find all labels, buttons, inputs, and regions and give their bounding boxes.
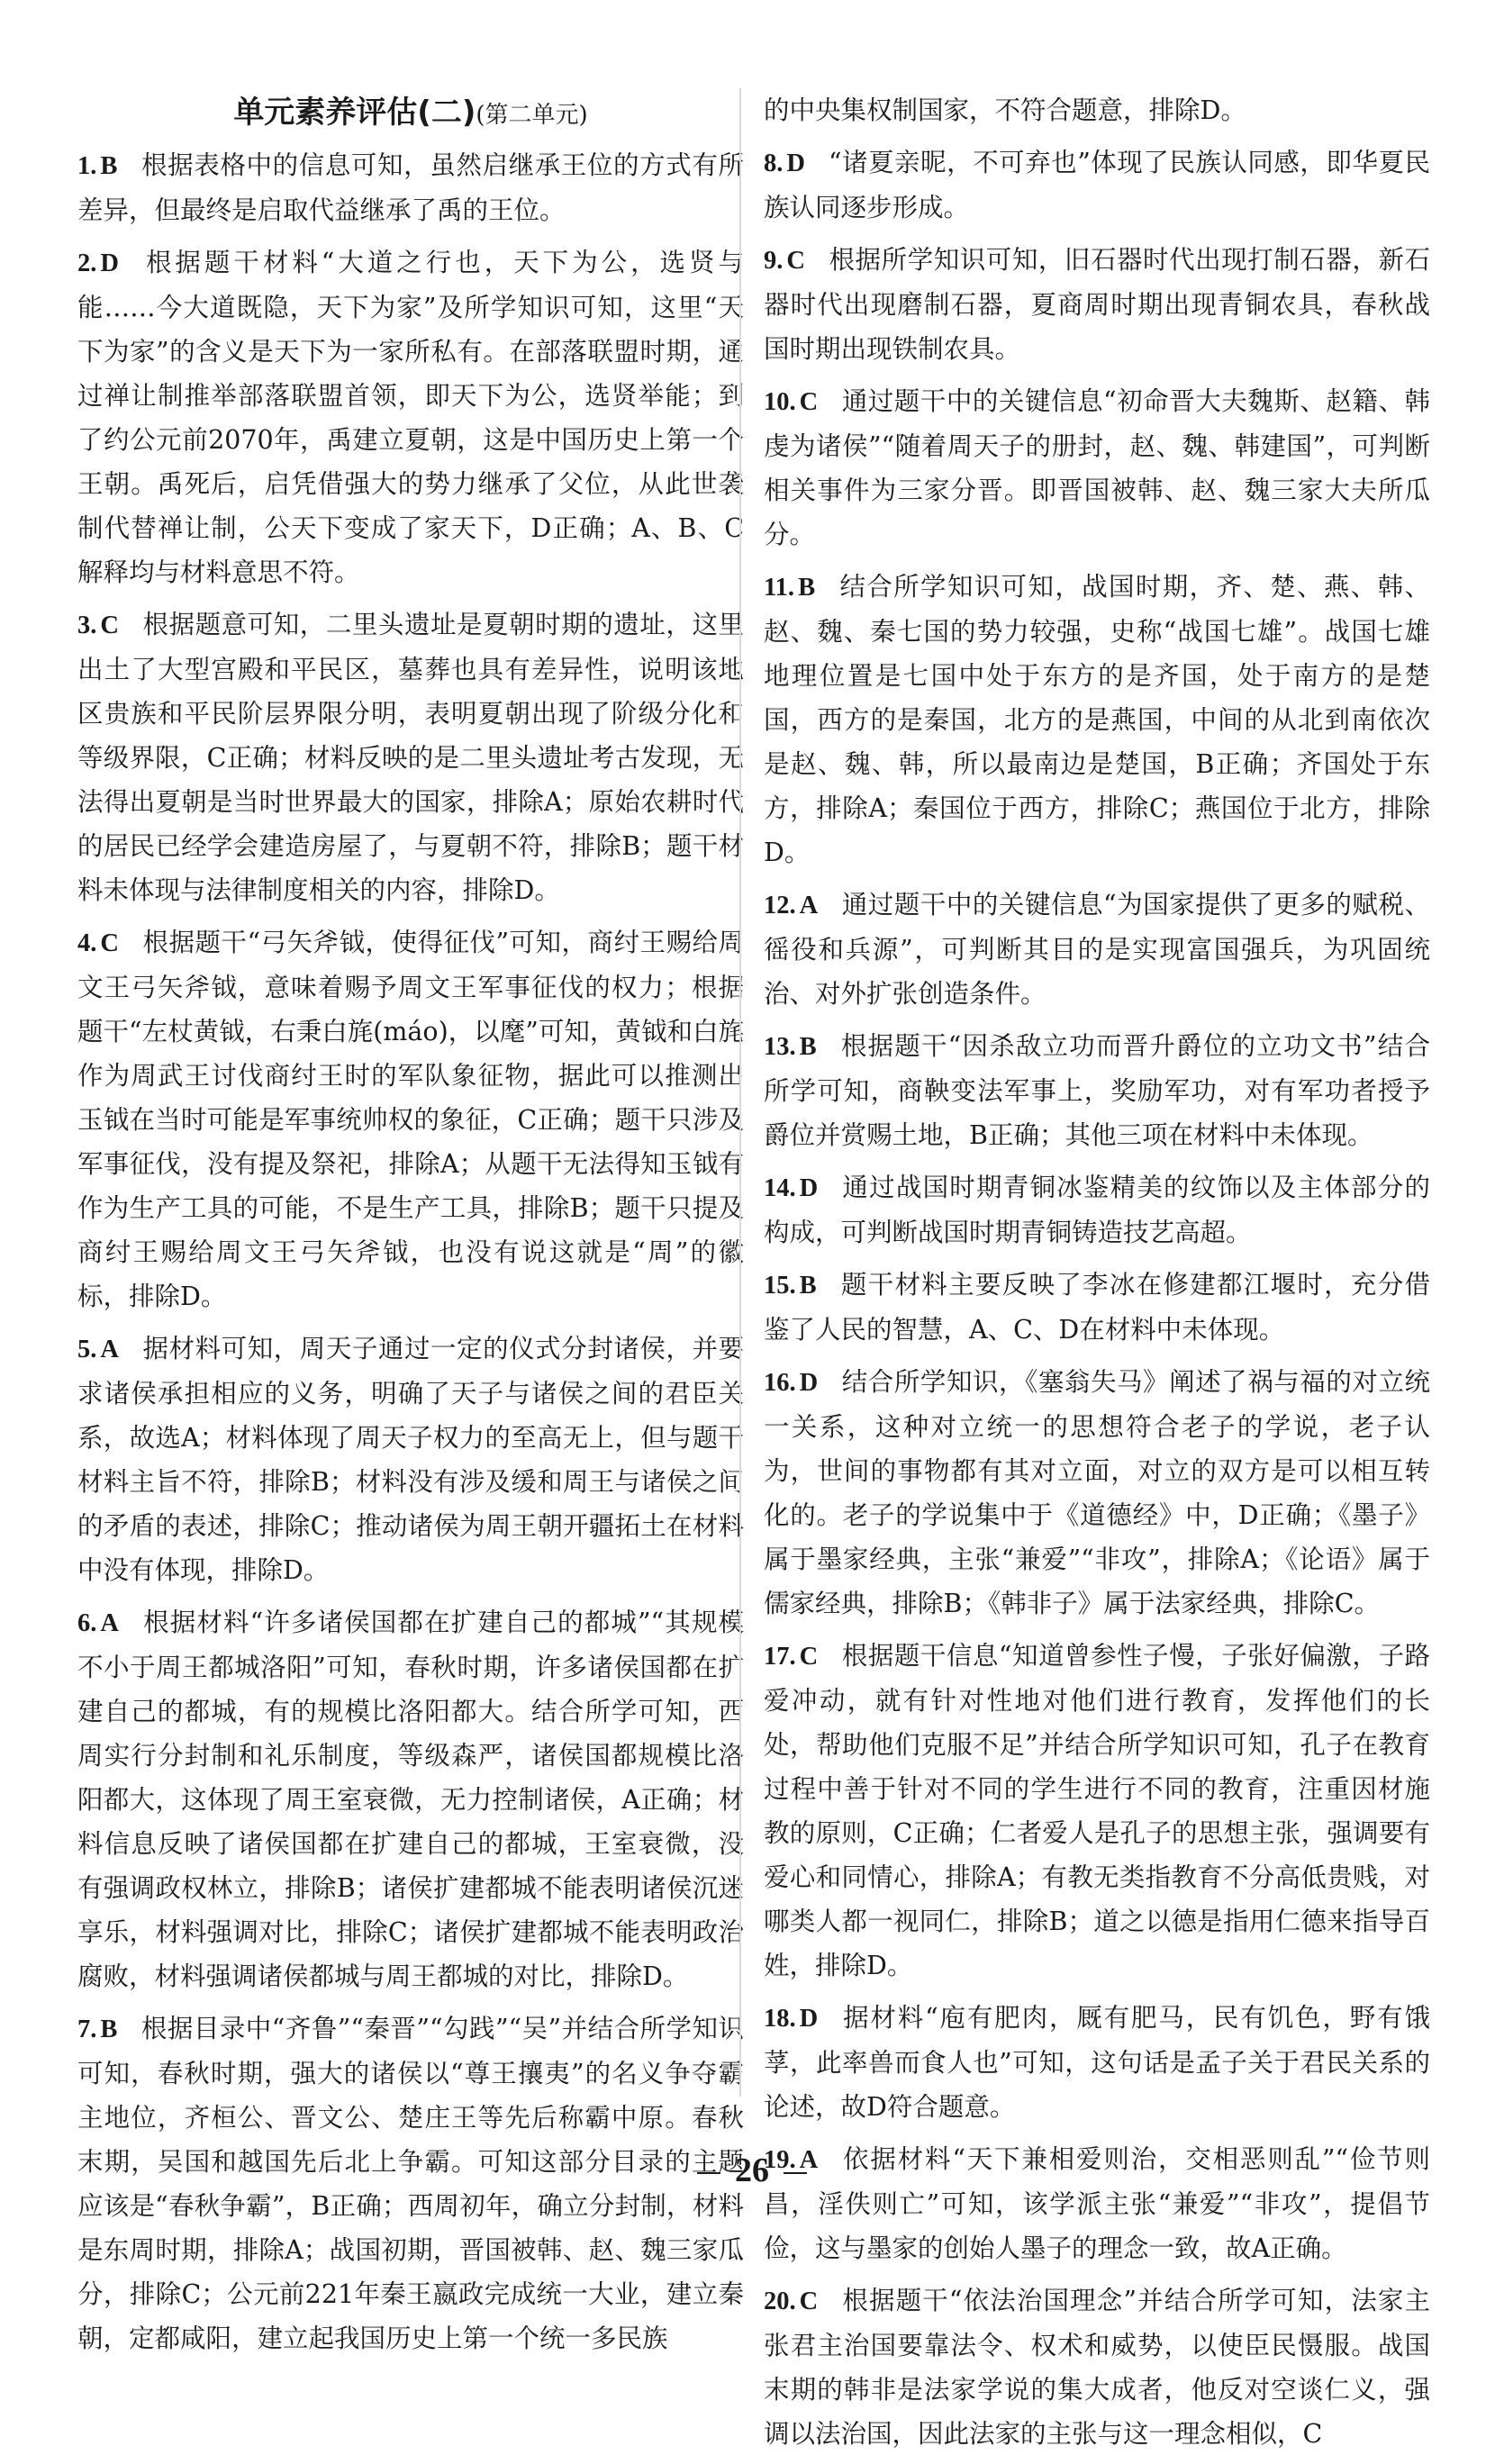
answer-item	[764, 1634, 1430, 1988]
answer-item	[764, 1165, 1430, 1255]
answer-letter: C	[799, 2287, 819, 2315]
answer-letter: C	[100, 929, 119, 957]
answer-letter: D	[786, 149, 805, 177]
answer-letter: A	[799, 892, 819, 919]
question-number: 18.	[764, 2005, 796, 2033]
explanation-text: 通过题干中的关键信息“为国家提供了更多的赋税、徭役和兵源”，可判断其目的是实现富国强兵，为巩固统治、对外扩张创造条件。	[764, 890, 1430, 1009]
answer-item	[77, 1327, 744, 1592]
answer-letter: B	[100, 152, 118, 180]
answer-item	[764, 1263, 1430, 1352]
answer-letter: B	[799, 1272, 817, 1300]
left-column	[77, 88, 744, 2369]
explanation-text: 根据所学知识可知，旧石器时代出现打制石器，新石器时代出现磨制石器，夏商周时期出现青铜农具，春秋战国时期出现铁制农具。	[764, 245, 1430, 364]
question-number: 13.	[764, 1033, 796, 1061]
answer-item	[764, 883, 1430, 1016]
page-number: 26	[735, 2151, 769, 2189]
question-number: 11.	[764, 574, 795, 602]
explanation-text: 根据题干信息“知道曾参性子慢，子张好偏激，子路爱冲动，就有针对性地对他们进行教育，发挥他们的长处，帮助他们克服不足”并结合所学知识可知，孔子在教育过程中善于针对不同的学生进行不同的教育，注重因材施教的原则，C正确；仁者爱人是孔子的思想主张，强调要有爱心和同情心，排除A；有教无类指教育不分高低贵贱，对哪类人都一视同仁，排除B；道之以德是指用仁德来指导百姓，排除D。	[764, 1641, 1430, 1980]
question-number: 17.	[764, 1643, 796, 1671]
answer-item	[764, 379, 1430, 557]
question-number: 6.	[77, 1609, 97, 1637]
explanation-text: 根据目录中“齐鲁”“秦晋”“勾践”“吴”并结合所学知识可知，春秋时期，强大的诸侯以“尊王攘夷”的名义争夺霸主地位，齐桓公、晋文公、楚庄王等先后称霸中原。春秋末期，吴国和越国先后北上争霸。可知这部分目录的主题应该是“春秋争霸”，B正确；西周初年，确立分封制，材料是东周时期，排除A；战国初期，晋国被韩、赵、魏三家瓜分，排除C；公元前221年秦王嬴政完成统一大业，建立秦朝，定都咸阳，建立起我国历史上第一个统一多民族	[77, 2014, 744, 2353]
answer-item	[764, 2278, 1430, 2456]
explanation-text: 据材料可知，周天子通过一定的仪式分封诸侯，并要求诸侯承担相应的义务，明确了天子与诸侯之间的君臣关系，故选A；材料体现了周天子权力的至高无上，但与题干材料主旨不符，排除B；材料没有涉及缓和周王与诸侯之间的矛盾的表述，排除C；推动诸侯为周王朝开疆拓土在材料中没有体现，排除D。	[77, 1334, 744, 1585]
explanation-text: 题干材料主要反映了李冰在修建都江堰时，充分借鉴了人民的智慧，A、C、D在材料中未体现。	[764, 1270, 1430, 1345]
question-number: 5.	[77, 1336, 97, 1363]
question-number: 10.	[764, 388, 796, 416]
answer-letter: A	[100, 1336, 119, 1363]
question-number: 8.	[764, 149, 784, 177]
question-number: 4.	[77, 929, 97, 957]
answer-letter: D	[100, 249, 119, 277]
explanation-text: 依据材料“天下兼相爱则治，交相恶则乱”“俭节则昌，淫佚则亡”可知，该学派主张“兼爱”“非攻”，提倡节俭，这与墨家的创始人墨子的理念一致，故A正确。	[764, 2144, 1430, 2263]
column-divider	[739, 88, 741, 2097]
question-number: 3.	[77, 611, 97, 639]
explanation-text: 根据题干“因杀敌立功而晋升爵位的立功文书”结合所学可知，商鞅变法军事上，奖励军功，对有军功者授予爵位并赏赐土地，B正确；其他三项在材料中未体现。	[764, 1031, 1430, 1150]
question-number: 9.	[764, 247, 784, 275]
answer-item	[764, 1996, 1430, 2129]
explanation-text: 据材料“庖有肥肉，厩有肥马，民有饥色，野有饿莩，此率兽而食人也”可知，这句话是孟子关于君民关系的论述，故D符合题意。	[764, 2003, 1430, 2122]
question-number: 2.	[77, 249, 97, 277]
answer-item	[764, 238, 1430, 371]
footer-dash-left	[697, 2172, 720, 2174]
answer-letter: B	[799, 1033, 817, 1061]
answer-letter: C	[786, 247, 805, 275]
explanation-text: 根据材料“许多诸侯国都在扩建自己的都城”“其规模不小于周王都城洛阳”可知，春秋时期，许多诸侯国都在扩建自己的都城，有的规模比洛阳都大。结合所学可知，西周实行分封制和礼乐制度，等级森严，诸侯国都规模比洛阳都大，这体现了周王室衰微，无力控制诸侯，A正确；材料信息反映了诸侯国都在扩建自己的都城，王室衰微，没有强调政权林立，排除B；诸侯扩建都城不能表明诸侯沉迷享乐，材料强调对比，排除C；诸侯扩建都城不能表明政治腐败，材料强调诸侯都城与周王都城的对比，排除D。	[77, 1608, 744, 1991]
right-answer-list	[764, 140, 1430, 2456]
explanation-text: 根据题干“依法治国理念”并结合所学可知，法家主张君主治国要靠法令、权术和威势，以使臣民慑服。战国末期的韩非是法家学说的集大成者，他反对空谈仁义，强调以法治国，因此法家的主张与这一理念相似，C	[764, 2286, 1430, 2449]
explanation-text: 根据题干“弓矢斧钺，使得征伐”可知，商纣王赐给周文王弓矢斧钺，意味着赐予周文王军事征伐的权力；根据题干“左杖黄钺，右秉白旄(máo)，以麾”可知，黄钺和白旄作为周武王讨伐商纣王时的军队象征物，据此可以推测出玉钺在当时可能是军事统帅权的象征，C正确；题干只涉及军事征伐，没有提及祭祀，排除A；从题干无法得知玉钺有作为生产工具的可能，不是生产工具，排除B；题干只提及商纣王赐给周文王弓矢斧钺，也没有说这就是“周”的徽标，排除D。	[77, 928, 744, 1311]
answer-letter: B	[100, 2016, 118, 2043]
answer-letter: B	[798, 574, 816, 602]
explanation-text: 根据表格中的信息可知，虽然启继承王位的方式有所差异，但最终是启取代益继承了禹的王位。	[77, 150, 744, 225]
answer-letter: D	[799, 1369, 819, 1397]
explanation-text: 通过题干中的关键信息“初命晋大夫魏斯、赵籍、韩虔为诸侯”“随着周天子的册封，赵、魏、韩建国”，可判断相关事件为三家分晋。即晋国被韩、赵、魏三家大夫所瓜分。	[764, 386, 1430, 549]
continued-text: 的中央集权制国家，不符合题意，排除D。	[764, 95, 1246, 125]
explanation-text: 根据题干材料“大道之行也，天下为公，选贤与能……今大道既隐，天下为家”及所学知识可知，这里“天下为家”的含义是天下为一家所私有。在部落联盟时期，通过禅让制推举部落联盟首领，即天下为公，选贤举能；到了约公元前2070年，禹建立夏朝，这是中国历史上第一个王朝。禹死后，启凭借强大的势力继承了父位，从此世袭制代替禅让制，公天下变成了家天下，D正确；A、B、C解释均与材料意思不符。	[77, 248, 744, 587]
answer-letter: D	[799, 1174, 819, 1202]
answer-letter: C	[100, 611, 119, 639]
answer-item	[77, 920, 744, 1318]
question-number: 16.	[764, 1369, 796, 1397]
answer-item	[77, 602, 744, 912]
left-answer-list	[77, 143, 744, 2360]
section-title	[77, 88, 744, 140]
question-number: 1.	[77, 152, 97, 180]
question-number: 15.	[764, 1272, 796, 1300]
question-number: 19.	[764, 2146, 796, 2174]
answer-item	[764, 565, 1430, 874]
page-footer	[0, 2151, 1504, 2190]
explanation-text: 结合所学知识可知，战国时期，齐、楚、燕、韩、赵、魏、秦七国的势力较强，史称“战国七雄”。战国七雄地理位置是七国中处于东方的是齐国，处于南方的是楚国，西方的是秦国，北方的是燕国，中间的从北到南依次是赵、魏、韩，所以最南边是楚国，B正确；齐国处于东方，排除A；秦国位于西方，排除C；燕国位于北方，排除D。	[764, 572, 1430, 867]
question-number: 7.	[77, 2016, 97, 2043]
title-sub: (第二单元)	[476, 102, 588, 129]
answer-letter: A	[100, 1609, 119, 1637]
title-main: 单元素养评估(二)	[233, 95, 476, 131]
answer-letter: C	[799, 1643, 819, 1671]
answer-letter: A	[799, 2146, 819, 2174]
footer-dash-right	[784, 2172, 807, 2174]
question-number: 12.	[764, 892, 796, 919]
answer-letter: D	[799, 2005, 819, 2033]
answer-item	[77, 1600, 744, 1998]
answer-item	[77, 143, 744, 232]
question-number: 14.	[764, 1174, 796, 1202]
answer-item	[764, 1360, 1430, 1626]
answer-item	[77, 240, 744, 594]
explanation-text: “诸夏亲昵，不可弃也”体现了民族认同感，即华夏民族认同逐步形成。	[764, 148, 1430, 222]
answer-item	[764, 140, 1430, 230]
explanation-text: 通过战国时期青铜冰鉴精美的纹饰以及主体部分的构成，可判断战国时期青铜铸造技艺高超。	[764, 1173, 1430, 1247]
explanation-text: 结合所学知识，《塞翁失马》阐述了祸与福的对立统一关系，这种对立统一的思想符合老子的学说，老子认为，世间的事物都有其对立面，对立的双方是可以相互转化的。老子的学说集中于《道德经》中，D正确；《墨子》属于墨家经典，主张“兼爱”“非攻”，排除A；《论语》属于儒家经典，排除B；《韩非子》属于法家经典，排除C。	[764, 1367, 1430, 1618]
right-column	[764, 88, 1430, 2464]
answer-item	[764, 1024, 1430, 1157]
answer-letter: C	[799, 388, 819, 416]
explanation-text: 根据题意可知，二里头遗址是夏朝时期的遗址，这里出土了大型宫殿和平民区，墓葬也具有差异性，说明该地区贵族和平民阶层界限分明，表明夏朝出现了阶级分化和等级界限，C正确；材料反映的是二里头遗址考古发现，无法得出夏朝是当时世界最大的国家，排除A；原始农耕时代的居民已经学会建造房屋了，与夏朝不符，排除B；题干材料未体现与法律制度相关的内容，排除D。	[77, 610, 744, 905]
question-number: 20.	[764, 2287, 796, 2315]
